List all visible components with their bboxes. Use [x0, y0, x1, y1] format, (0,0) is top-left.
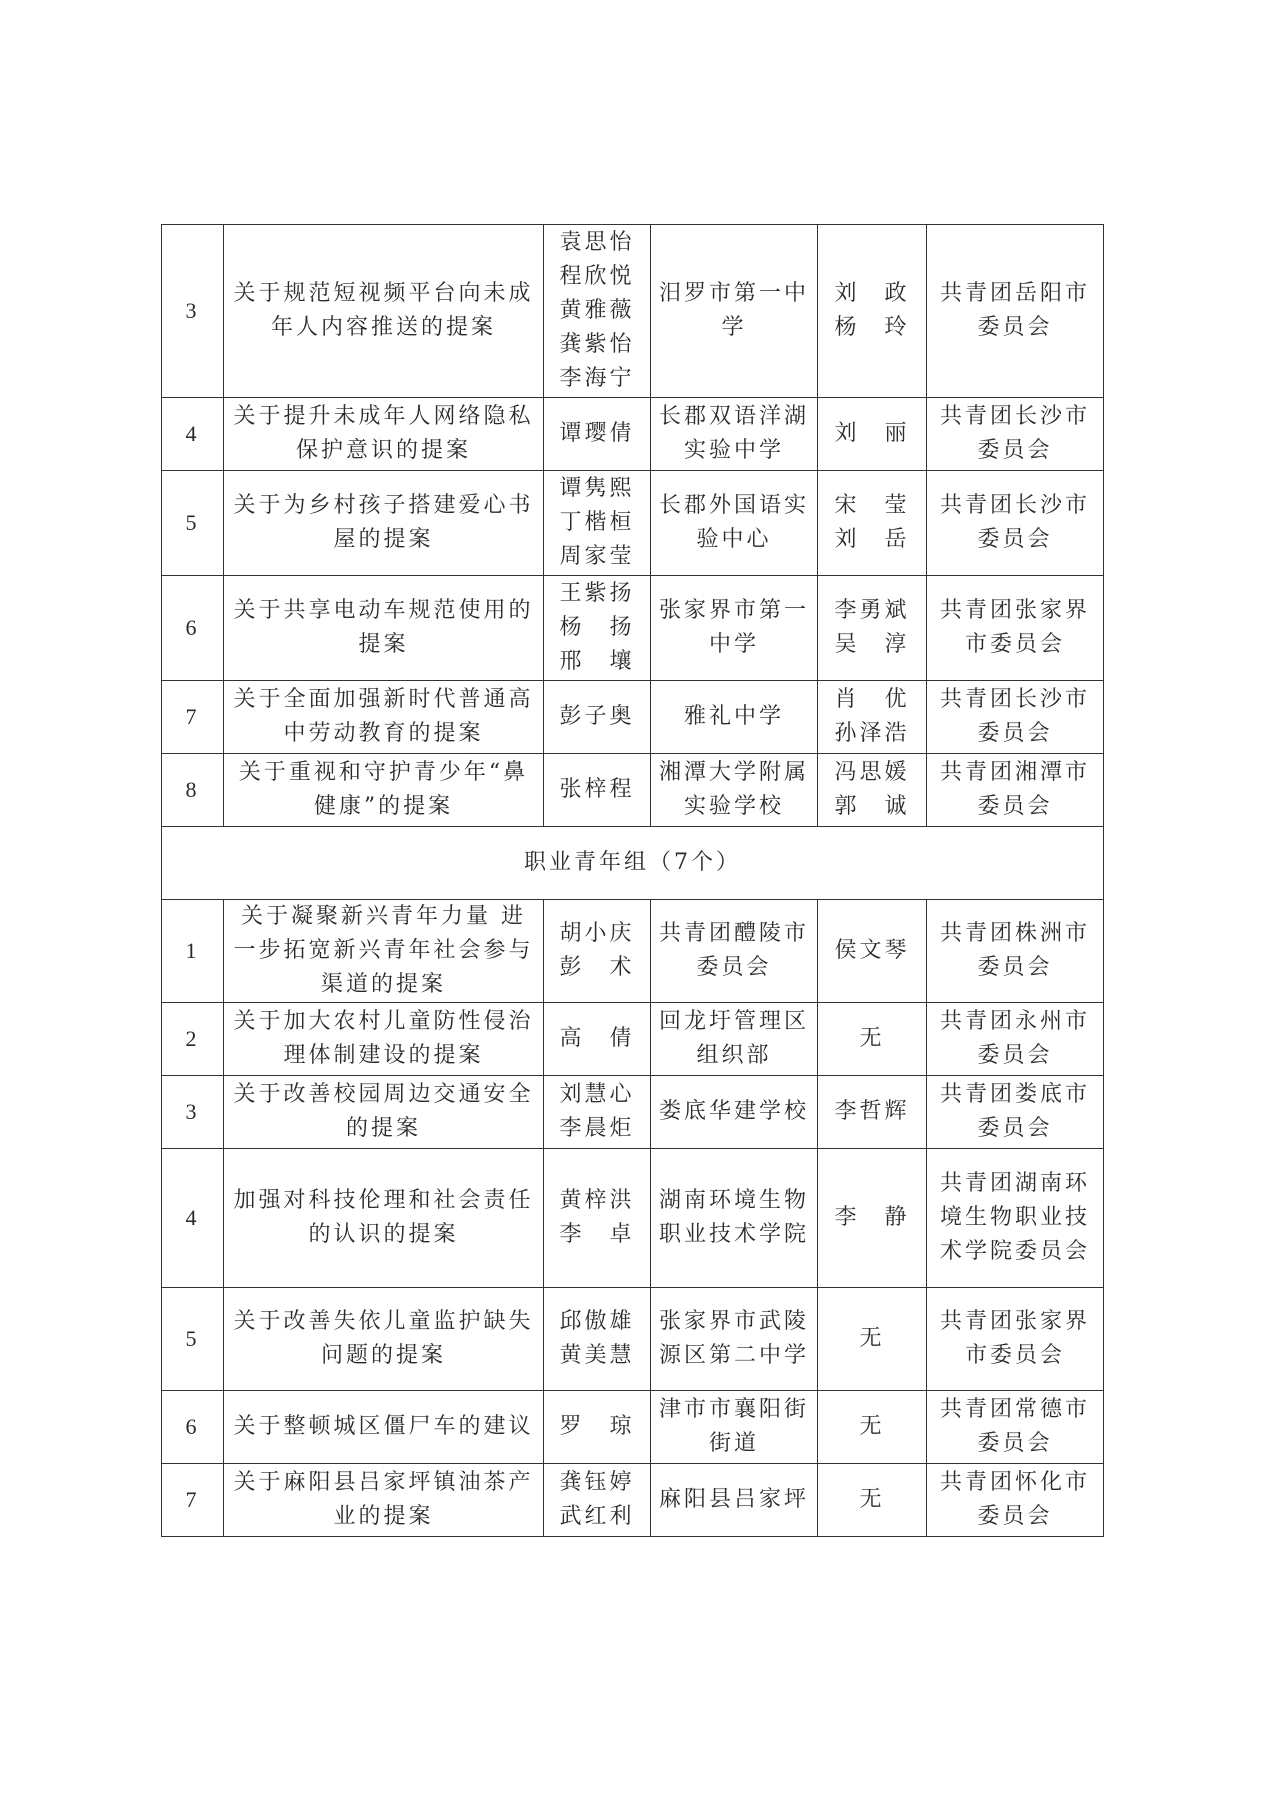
teacher-name: 无	[859, 1326, 885, 1351]
teachers-cell	[818, 1076, 927, 1149]
school-name: 湖南环境生物职业技术学院	[651, 1149, 818, 1288]
school-name: 汨罗市第一中学	[651, 225, 818, 398]
row-number: 7	[162, 681, 224, 754]
authors-cell	[544, 398, 651, 471]
teacher-name: 刘 政	[834, 281, 910, 306]
proposal-table	[161, 224, 1104, 1537]
recommending-unit: 共青团湘潭市委员会	[927, 754, 1104, 827]
proposal-title: 关于改善校园周边交通安全的提案	[224, 1076, 544, 1149]
proposal-title: 关于为乡村孩子搭建爱心书屋的提案	[224, 471, 544, 576]
teachers-cell	[818, 1003, 927, 1076]
table-row	[162, 754, 1104, 827]
recommending-unit: 共青团湖南环境生物职业技术学院委员会	[927, 1149, 1104, 1288]
teachers-cell	[818, 754, 927, 827]
authors-cell	[544, 1288, 651, 1391]
authors-cell	[544, 1003, 651, 1076]
school-name: 津市市襄阳街街道	[651, 1391, 818, 1464]
teacher-name: 冯思媛	[834, 760, 910, 785]
teacher-name: 郭 诚	[834, 794, 910, 819]
teacher-name: 吴 淳	[834, 632, 910, 657]
teacher-name: 孙泽浩	[834, 721, 910, 746]
teachers-cell	[818, 1391, 927, 1464]
author-name: 胡小庆	[559, 921, 635, 946]
author-name: 杨 扬	[559, 615, 635, 640]
table-row	[162, 471, 1104, 576]
teacher-name: 无	[859, 1414, 885, 1439]
author-name: 李晨炬	[559, 1116, 635, 1141]
teachers-cell	[818, 1288, 927, 1391]
author-name: 黄美慧	[559, 1343, 635, 1368]
proposal-title: 关于共享电动车规范使用的提案	[224, 576, 544, 681]
table-row	[162, 1003, 1104, 1076]
proposal-title: 关于全面加强新时代普通高中劳动教育的提案	[224, 681, 544, 754]
proposal-title: 关于改善失依儿童监护缺失问题的提案	[224, 1288, 544, 1391]
teachers-cell	[818, 681, 927, 754]
author-name: 龚钰婷	[559, 1470, 635, 1495]
table-row	[162, 1464, 1104, 1537]
author-name: 武红利	[559, 1504, 635, 1529]
teachers-cell	[818, 576, 927, 681]
author-name: 邱傲雄	[559, 1309, 635, 1334]
school-name: 长郡外国语实验中心	[651, 471, 818, 576]
teacher-name: 李哲辉	[834, 1099, 910, 1124]
authors-cell	[544, 576, 651, 681]
row-number: 5	[162, 1288, 224, 1391]
recommending-unit: 共青团常德市委员会	[927, 1391, 1104, 1464]
school-name: 共青团醴陵市委员会	[651, 900, 818, 1003]
section-heading: 职业青年组（7个）	[162, 827, 1104, 900]
author-name: 龚紫怡	[559, 332, 635, 357]
row-number: 2	[162, 1003, 224, 1076]
authors-cell	[544, 1391, 651, 1464]
author-name: 张梓程	[559, 777, 635, 802]
recommending-unit: 共青团张家界市委员会	[927, 1288, 1104, 1391]
author-name: 程欣悦	[559, 264, 635, 289]
author-name: 李海宁	[559, 366, 635, 391]
proposal-title: 关于整顿城区僵尸车的建议	[224, 1391, 544, 1464]
table-row	[162, 576, 1104, 681]
author-name: 高 倩	[559, 1026, 635, 1051]
row-number: 5	[162, 471, 224, 576]
author-name: 袁思怡	[559, 230, 635, 255]
teachers-cell	[818, 398, 927, 471]
table-row	[162, 398, 1104, 471]
authors-cell	[544, 900, 651, 1003]
teacher-name: 李 静	[834, 1205, 910, 1230]
school-name: 娄底华建学校	[651, 1076, 818, 1149]
recommending-unit: 共青团永州市委员会	[927, 1003, 1104, 1076]
recommending-unit: 共青团娄底市委员会	[927, 1076, 1104, 1149]
row-number: 4	[162, 398, 224, 471]
school-name: 回龙圩管理区组织部	[651, 1003, 818, 1076]
row-number: 8	[162, 754, 224, 827]
teachers-cell	[818, 1464, 927, 1537]
author-name: 王紫扬	[559, 581, 635, 606]
author-name: 谭隽熙	[559, 476, 635, 501]
authors-cell	[544, 681, 651, 754]
recommending-unit: 共青团长沙市委员会	[927, 398, 1104, 471]
teacher-name: 无	[859, 1487, 885, 1512]
table-row	[162, 900, 1104, 1003]
proposal-title: 关于提升未成年人网络隐私保护意识的提案	[224, 398, 544, 471]
recommending-unit: 共青团株洲市委员会	[927, 900, 1104, 1003]
proposal-title: 关于凝聚新兴青年力量 进一步拓宽新兴青年社会参与渠道的提案	[224, 900, 544, 1003]
authors-cell	[544, 1076, 651, 1149]
school-name: 长郡双语洋湖实验中学	[651, 398, 818, 471]
row-number: 4	[162, 1149, 224, 1288]
row-number: 7	[162, 1464, 224, 1537]
table-row	[162, 225, 1104, 398]
row-number: 6	[162, 1391, 224, 1464]
school-name: 湘潭大学附属实验学校	[651, 754, 818, 827]
author-name: 罗 琼	[559, 1414, 635, 1439]
recommending-unit: 共青团张家界市委员会	[927, 576, 1104, 681]
teacher-name: 宋 莹	[834, 493, 910, 518]
authors-cell	[544, 1464, 651, 1537]
authors-cell	[544, 225, 651, 398]
teacher-name: 侯文琴	[834, 938, 910, 963]
teacher-name: 刘 丽	[834, 421, 910, 446]
school-name: 麻阳县吕家坪	[651, 1464, 818, 1537]
school-name: 张家界市第一中学	[651, 576, 818, 681]
table-row	[162, 1149, 1104, 1288]
author-name: 黄梓洪	[559, 1188, 635, 1213]
authors-cell	[544, 754, 651, 827]
teacher-name: 肖 优	[834, 687, 910, 712]
row-number: 3	[162, 1076, 224, 1149]
author-name: 周家莹	[559, 544, 635, 569]
teachers-cell	[818, 225, 927, 398]
section-heading-row	[162, 827, 1104, 900]
row-number: 6	[162, 576, 224, 681]
recommending-unit: 共青团长沙市委员会	[927, 681, 1104, 754]
proposal-title: 关于规范短视频平台向未成年人内容推送的提案	[224, 225, 544, 398]
recommending-unit: 共青团长沙市委员会	[927, 471, 1104, 576]
author-name: 谭璎倩	[559, 421, 635, 446]
teachers-cell	[818, 1149, 927, 1288]
row-number: 3	[162, 225, 224, 398]
recommending-unit: 共青团怀化市委员会	[927, 1464, 1104, 1537]
teachers-cell	[818, 900, 927, 1003]
table-row	[162, 1391, 1104, 1464]
teachers-cell	[818, 471, 927, 576]
author-name: 彭子奥	[559, 704, 635, 729]
authors-cell	[544, 1149, 651, 1288]
proposal-title: 加强对科技伦理和社会责任的认识的提案	[224, 1149, 544, 1288]
author-name: 黄雅薇	[559, 298, 635, 323]
school-name: 雅礼中学	[651, 681, 818, 754]
table-row	[162, 1288, 1104, 1391]
table-row	[162, 681, 1104, 754]
school-name: 张家界市武陵源区第二中学	[651, 1288, 818, 1391]
author-name: 李 卓	[559, 1222, 635, 1247]
row-number: 1	[162, 900, 224, 1003]
teacher-name: 杨 玲	[834, 315, 910, 340]
proposal-title: 关于重视和守护青少年“鼻健康”的提案	[224, 754, 544, 827]
proposal-title: 关于麻阳县吕家坪镇油茶产业的提案	[224, 1464, 544, 1537]
table-row	[162, 1076, 1104, 1149]
author-name: 彭 术	[559, 955, 635, 980]
authors-cell	[544, 471, 651, 576]
author-name: 丁楷桓	[559, 510, 635, 535]
teacher-name: 李勇斌	[834, 598, 910, 623]
author-name: 刘慧心	[559, 1082, 635, 1107]
author-name: 邢 壤	[559, 649, 635, 674]
teacher-name: 无	[859, 1026, 885, 1051]
teacher-name: 刘 岳	[834, 527, 910, 552]
proposal-title: 关于加大农村儿童防性侵治理体制建设的提案	[224, 1003, 544, 1076]
recommending-unit: 共青团岳阳市委员会	[927, 225, 1104, 398]
